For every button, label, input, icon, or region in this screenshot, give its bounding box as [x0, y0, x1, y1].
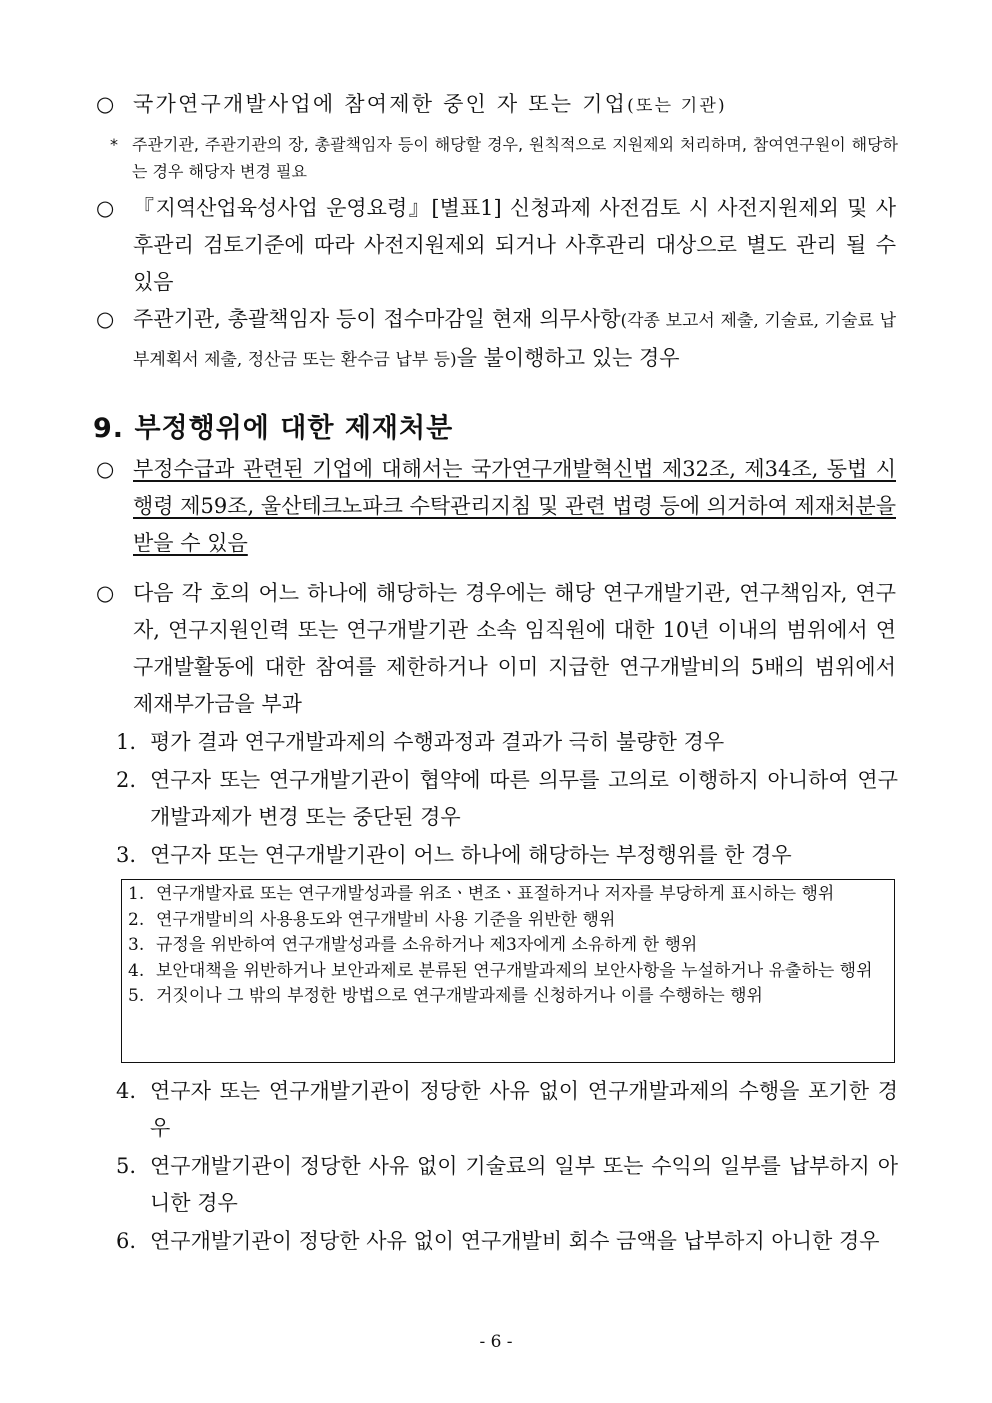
item-number: 5. [116, 1154, 137, 1178]
misconduct-box [121, 879, 895, 1063]
bullet-text: 『지역산업육성사업 운영요령』[별표1] 신청과제 사전검토 시 사전지원제외 및 사후관리 검토기준에 따라 사전지원제외 되거나 사후관리 대상으로 별도 관리 될 수 있음 [133, 196, 896, 294]
box-item-number: 5. [128, 986, 145, 1006]
box-item-text: 연구개발비의 사용용도와 연구개발비 사용 기준을 위반한 행위 [156, 909, 616, 930]
box-item-number: 2. [128, 909, 145, 930]
bullet-text: 부정수급과 관련된 기업에 대해서는 국가연구개발혁신법 제32조, 제34조, 동법 시행령 제59조, 울산테크노파크 수탁관리지침 및 관련 법령 등에 의거하여 제재처분을 받을 수 있음 [133, 457, 896, 555]
box-item-number: 4. [128, 960, 145, 981]
item-text: 연구개발기관이 정당한 사유 없이 기술료의 일부 또는 수익의 일부를 납부하지 아니한 경우 [150, 1154, 898, 1215]
list-item [116, 837, 898, 874]
bullet-text-small: (또는 기관) [627, 96, 727, 116]
box-item-text: 연구개발자료 또는 연구개발성과를 위조ㆍ변조ㆍ표절하거나 저자를 부당하게 표시하는 행위 [156, 884, 835, 904]
box-item [128, 933, 886, 959]
item-number: 6. [116, 1229, 137, 1253]
box-item [128, 984, 886, 1010]
list-item [116, 762, 898, 836]
item-number: 3. [116, 843, 137, 867]
note-text: 주관기관, 주관기관의 장, 총괄책임자 등이 해당할 경우, 원칙적으로 지원제외 처리하며, 참여연구원이 해당하는 경우 해당자 변경 필요 [132, 135, 898, 181]
box-item-number: 3. [128, 935, 145, 955]
item-text: 연구자 또는 연구개발기관이 정당한 사유 없이 연구개발과제의 수행을 포기한 경우 [150, 1079, 898, 1140]
bullet-participation-restriction [96, 86, 896, 125]
list-item [116, 1223, 898, 1260]
bullet-mark: ○ [96, 92, 115, 116]
note-mark: * [110, 135, 118, 154]
bullet-mark: ○ [96, 581, 115, 605]
bullet-fraud-sanction [96, 451, 896, 562]
bullet-mark: ○ [96, 307, 115, 331]
box-item [128, 959, 886, 985]
bullet-text: 주관기관, 총괄책임자 등이 접수마감일 현재 의무사항 [133, 307, 621, 331]
item-text: 연구개발기관이 정당한 사유 없이 연구개발비 회수 금액을 납부하지 아니한 경우 [150, 1229, 880, 1253]
section-heading: 9. 부정행위에 대한 제재처분 [93, 413, 454, 444]
list-item [116, 724, 898, 761]
bullet-text: 다음 각 호의 어느 하나에 해당하는 경우에는 해당 연구개발기관, 연구책임자, 연구자, 연구지원인력 또는 연구개발기관 소속 임직원에 대한 10년 이내의 범위에서 연구개발활동에 대한 참여를 제한하거나 이미 지급한 연구개발비의 5배의 범위에서 제재부가금을 부과 [133, 581, 896, 716]
bullet-text: 국가연구개발사업에 참여제한 중인 자 또는 기업 [133, 92, 628, 116]
bullet-sanction-cases [96, 575, 896, 723]
note-exclusion [110, 131, 898, 185]
box-item [128, 908, 886, 934]
item-text: 연구자 또는 연구개발기관이 어느 하나에 해당하는 부정행위를 한 경우 [150, 843, 792, 867]
bullet-mark: ○ [96, 457, 115, 481]
bullet-regional-industry-rules [96, 190, 896, 301]
bullet-text-small: (각종 보고서 제출, 기술료, 기술료 납부계획서 제출, 정산금 또는 환수금 납부 등) [133, 311, 896, 370]
bullet-obligation-default [96, 301, 896, 379]
box-item-text: 규정을 위반하여 연구개발성과를 소유하거나 제3자에게 소유하게 한 행위 [156, 935, 698, 955]
box-item-text: 보안대책을 위반하거나 보안과제로 분류된 연구개발과제의 보안사항을 누설하거나 유출하는 행위 [156, 960, 873, 981]
list-item [116, 1073, 898, 1147]
bullet-mark: ○ [96, 196, 115, 220]
item-text: 연구자 또는 연구개발기관이 협약에 따른 의무를 고의로 이행하지 아니하여 연구개발과제가 변경 또는 중단된 경우 [150, 768, 898, 829]
box-item-text: 거짓이나 그 밖의 부정한 방법으로 연구개발과제를 신청하거나 이를 수행하는 행위 [156, 986, 763, 1006]
item-number: 4. [116, 1079, 137, 1103]
list-item [116, 1148, 898, 1222]
item-text: 평가 결과 연구개발과제의 수행과정과 결과가 극히 불량한 경우 [150, 730, 725, 754]
item-number: 1. [116, 730, 137, 754]
item-number: 2. [116, 768, 137, 792]
box-item-number: 1. [128, 884, 145, 904]
box-item [128, 882, 886, 908]
page-number: - 6 - [479, 1332, 513, 1352]
bullet-text-tail: 을 불이행하고 있는 경우 [456, 346, 680, 370]
